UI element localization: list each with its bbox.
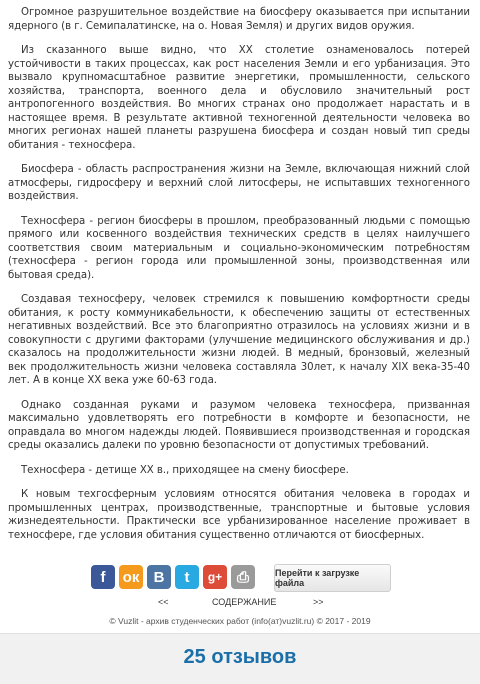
vk-icon[interactable]: B [147,565,171,589]
paragraph: Техносфера - детище XX в., приходящее на смену биосфере. [21,464,349,476]
article-body [8,6,470,553]
paragraph: Огромное разрушительное воздействие на биосферу оказывается при испытании ядерного (в г. Семипалатинске, на о. Новая Земля) и других видов оружия. [8,7,470,32]
reviews-link[interactable]: 25 отзывов [183,646,297,668]
next-page-link[interactable]: >> [313,597,324,607]
prev-page-link[interactable]: << [158,597,169,607]
paragraph: Биосфера - область распространения жизни на Земле, включающая нижний слой атмосферы, гидросферу и верхний слой литосферы, не испытавших техногенного воздействия. [8,164,470,202]
facebook-icon[interactable]: f [91,565,115,589]
paragraph: Однако созданная руками и разумом человека техносфера, призванная максимально удовлетворять его потребности в комфорте и безопасности, не оправдала во многом надежды людей. Появившиеся производственная и городская среды оказались далеки по уровню безопасности от допустимых требований. [8,399,470,451]
reviews-bar [0,633,480,684]
paragraph: Из сказанного выше видно, что XX столетие ознаменовалось потерей устойчивости в таких процессах, как рост населения Земли и его урбанизация. Это вызвало крупномасштабное развитие энергетики, промышленности, сельского хозяйства, транспорта, военного дела и обусловило значительный рост антропогенного воздействия. Во многих странах оно продолжает нарастать и в настоящее время. В результате активной техногенной деятельности человека во многих регионах нашей планеты разрушена биосфера и создан новый тип среды обитания - техносфера. [8,45,470,151]
paragraph: К новым техгосферным условиям относятся обитания человека в городах и промышленных центрах, производственные, транспортные и бытовые условия жизнедеятельности. Практически все урбанизированное население проживает в техносфере, где условия обитания существенно отличаются от биосферных. [8,489,470,541]
paragraph: Создавая техносферу, человек стремился к повышению комфортности среды обитания, к росту коммуникабельности, к обеспечению защиты от естественных негативных воздействий. Все это благоприятно отразилось на условиях жизни и в совокупности с другими факторами (улучшение медицинского обслуживания и др.) сказалось на продолжительности жизни людей. В медный, бронзовый, железный век продолжительность жизни человека составляла 30лет, к началу XIX века-35-40 лет. А в конце XX века уже 60-63 года. [8,294,470,386]
odnoklassniki-icon[interactable]: ок [119,565,143,589]
table-of-contents-link[interactable]: СОДЕРЖАНИЕ [212,597,277,607]
copyright-text: © Vuzlit - архив студенческих работ (info(ат)vuzlit.ru) © 2017 - 2019 [109,616,371,626]
paragraph: Техносфера - регион биосферы в прошлом, преобразованный людьми с помощью прямого или косвенного воздействия технических средств в целях наилучшего соответствия своим материальным и социально-экономическим потребностям (техносфера - регион города или промышленной зоны, производственная или бытовая среда). [8,215,470,281]
google-plus-icon[interactable]: g+ [203,565,227,589]
share-buttons [91,563,259,591]
goto-download-button[interactable]: Перейти к загрузке файла [274,564,391,592]
print-icon[interactable]: ⎙ [231,565,255,589]
twitter-icon[interactable]: t [175,565,199,589]
